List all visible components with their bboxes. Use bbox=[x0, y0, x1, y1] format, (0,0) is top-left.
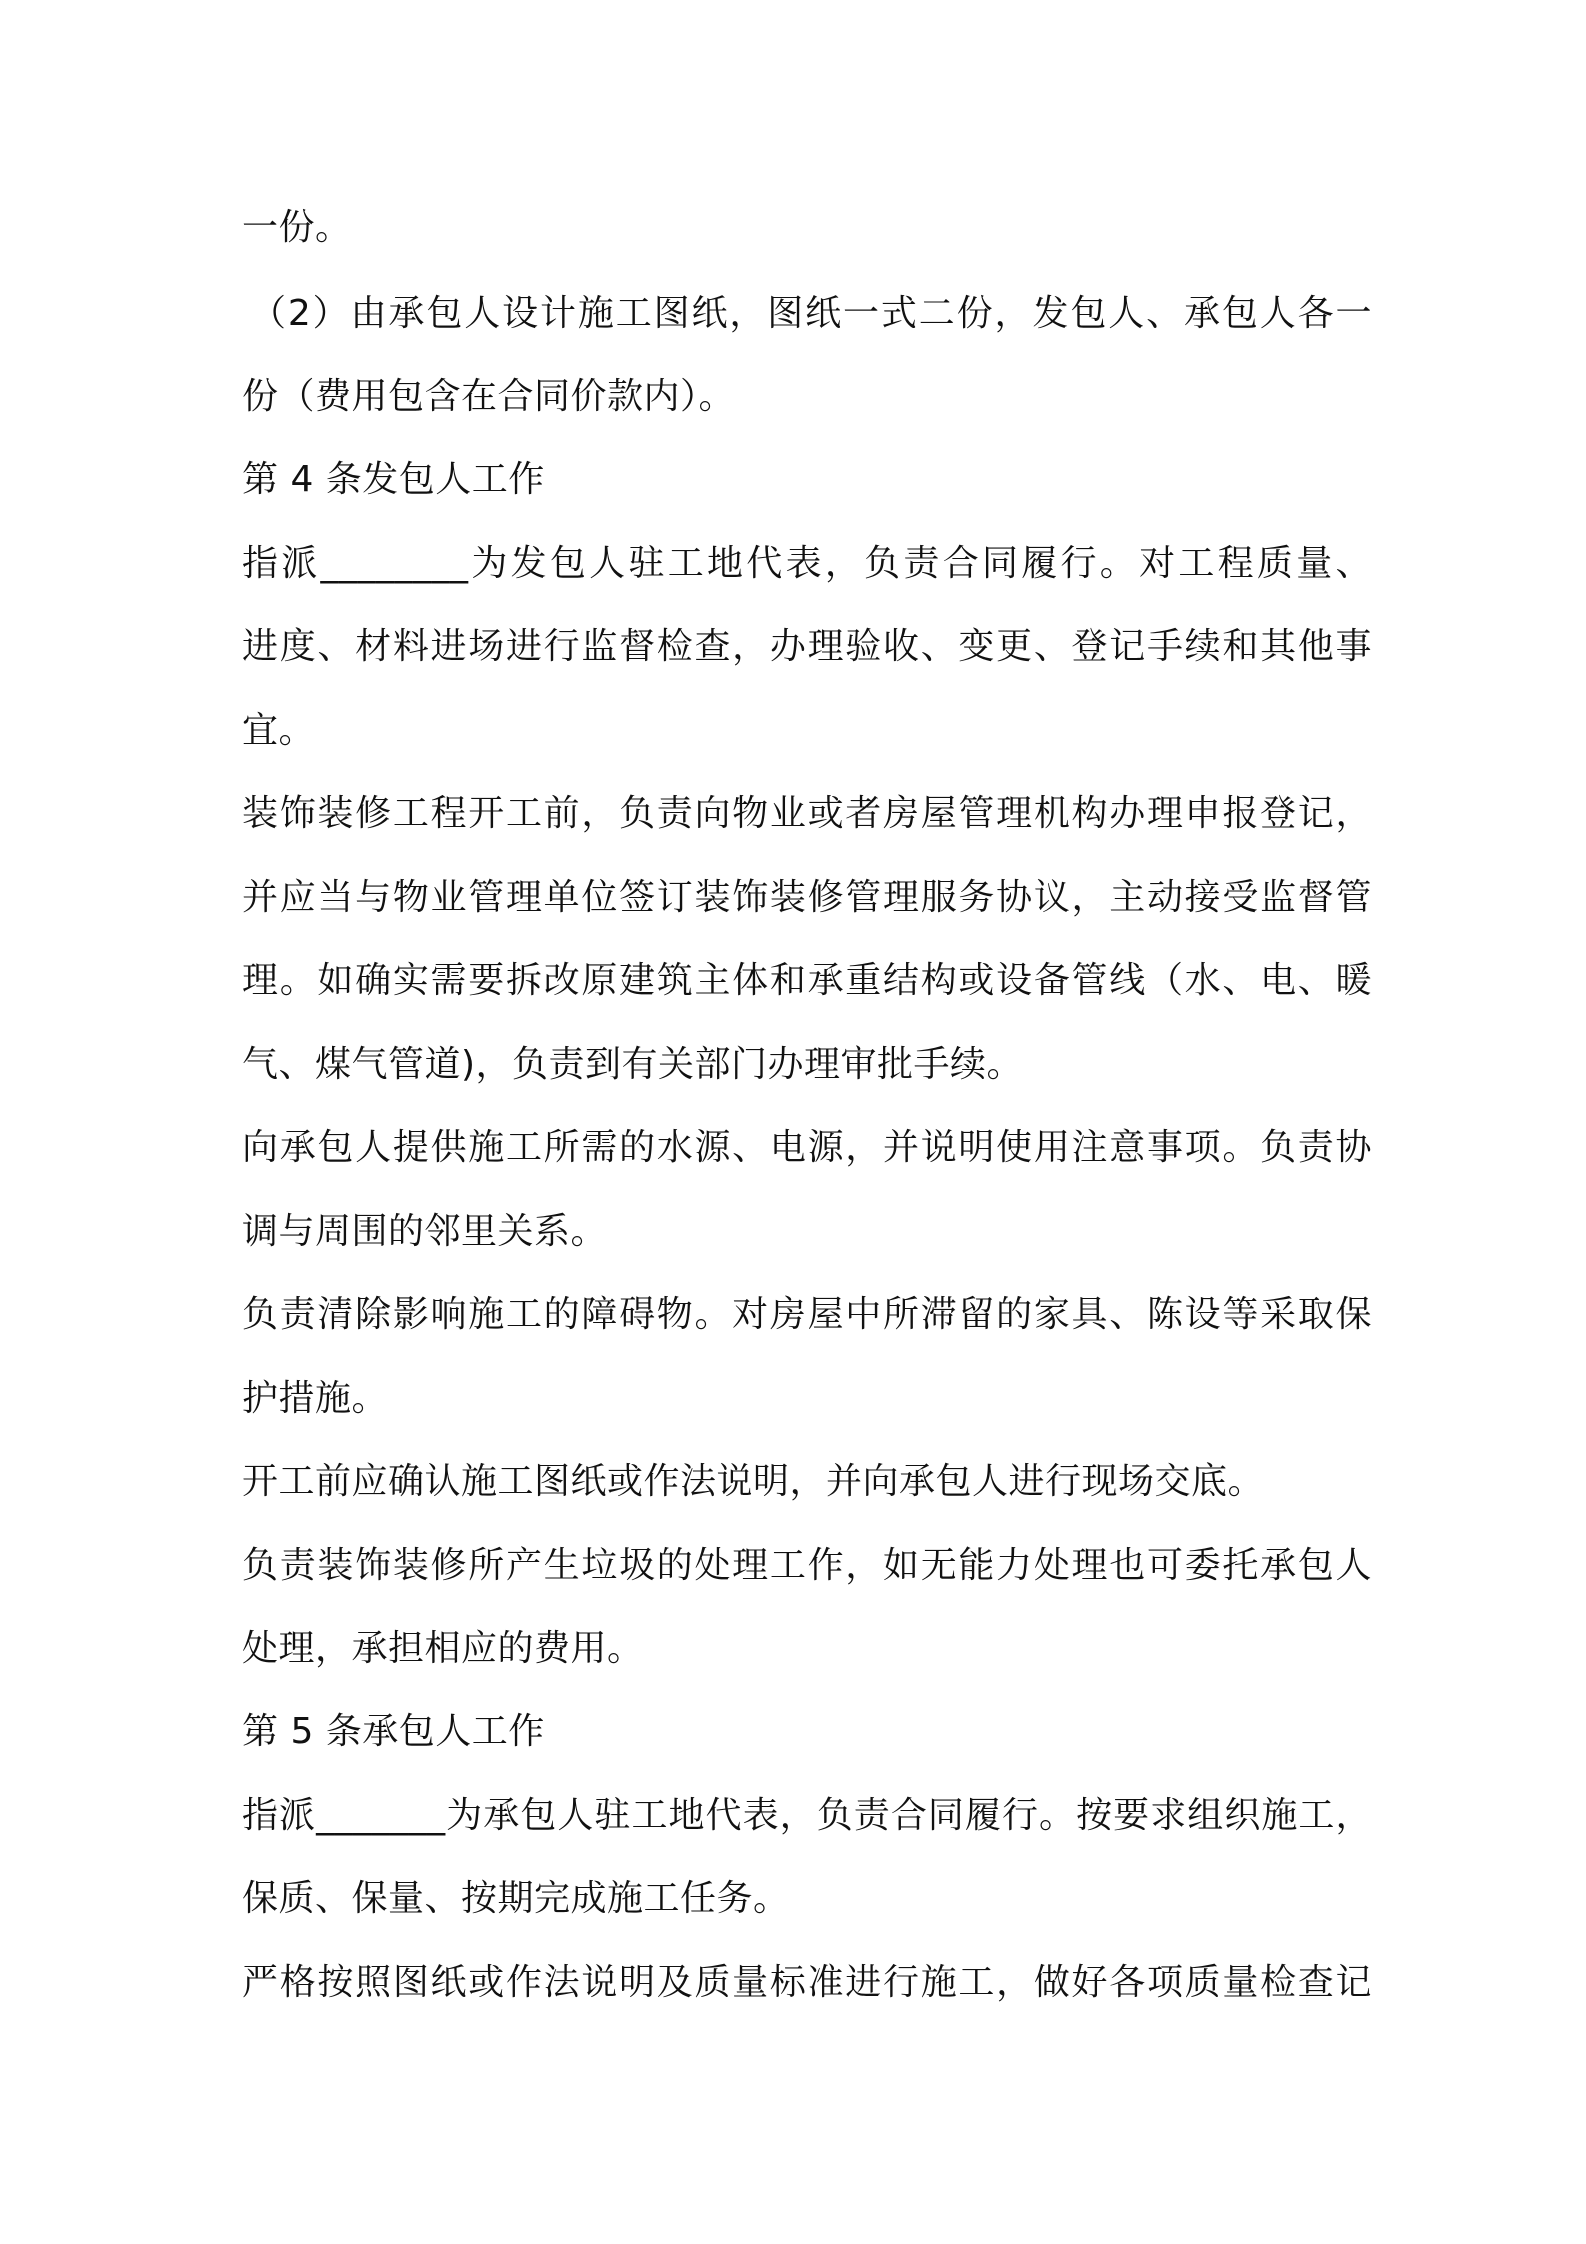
paragraph-line: 调与周围的邻里关系。 bbox=[242, 1211, 608, 1252]
section-heading: 第 5 条承包人工作 bbox=[242, 1711, 545, 1752]
paragraph-line: 处理，承担相应的费用。 bbox=[242, 1628, 644, 1669]
paragraph-line: 开工前应确认施工图纸或作法说明，并向承包人进行现场交底。 bbox=[242, 1461, 1265, 1502]
paragraph-line: 指派________为发包人驻工地代表，负责合同履行。对工程质量、 bbox=[242, 543, 1372, 584]
paragraph-line: 进度、材料进场进行监督检查，办理验收、变更、登记手续和其他事 bbox=[242, 626, 1372, 667]
paragraph-line: 保质、保量、按期完成施工任务。 bbox=[242, 1878, 790, 1919]
paragraph-line: 并应当与物业管理单位签订装饰装修管理服务协议，主动接受监督管 bbox=[242, 877, 1372, 918]
paragraph-line: 向承包人提供施工所需的水源、电源，并说明使用注意事项。负责协 bbox=[242, 1127, 1372, 1168]
paragraph-line: 指派_______为承包人驻工地代表，负责合同履行。按要求组织施工， bbox=[242, 1795, 1372, 1836]
paragraph-line: 一份。 bbox=[242, 207, 352, 248]
paragraph-line: 份（费用包含在合同价款内）。 bbox=[242, 376, 736, 417]
paragraph-line: （2）由承包人设计施工图纸，图纸一式二份，发包人、承包人各一 bbox=[250, 293, 1372, 334]
paragraph-line: 严格按照图纸或作法说明及质量标准进行施工，做好各项质量检查记 bbox=[242, 1962, 1372, 2003]
paragraph-line: 气、煤气管道)，负责到有关部门办理审批手续。 bbox=[242, 1044, 1024, 1085]
section-heading: 第 4 条发包人工作 bbox=[242, 459, 545, 500]
paragraph-line: 理。如确实需要拆改原建筑主体和承重结构或设备管线（水、电、暖 bbox=[242, 960, 1372, 1001]
paragraph-line: 宜。 bbox=[242, 710, 316, 751]
paragraph-line: 装饰装修工程开工前，负责向物业或者房屋管理机构办理申报登记， bbox=[242, 793, 1372, 834]
paragraph-line: 护措施。 bbox=[242, 1378, 389, 1419]
paragraph-line: 负责装饰装修所产生垃圾的处理工作，如无能力处理也可委托承包人 bbox=[242, 1545, 1372, 1586]
paragraph-line: 负责清除影响施工的障碍物。对房屋中所滞留的家具、陈设等采取保 bbox=[242, 1294, 1372, 1335]
